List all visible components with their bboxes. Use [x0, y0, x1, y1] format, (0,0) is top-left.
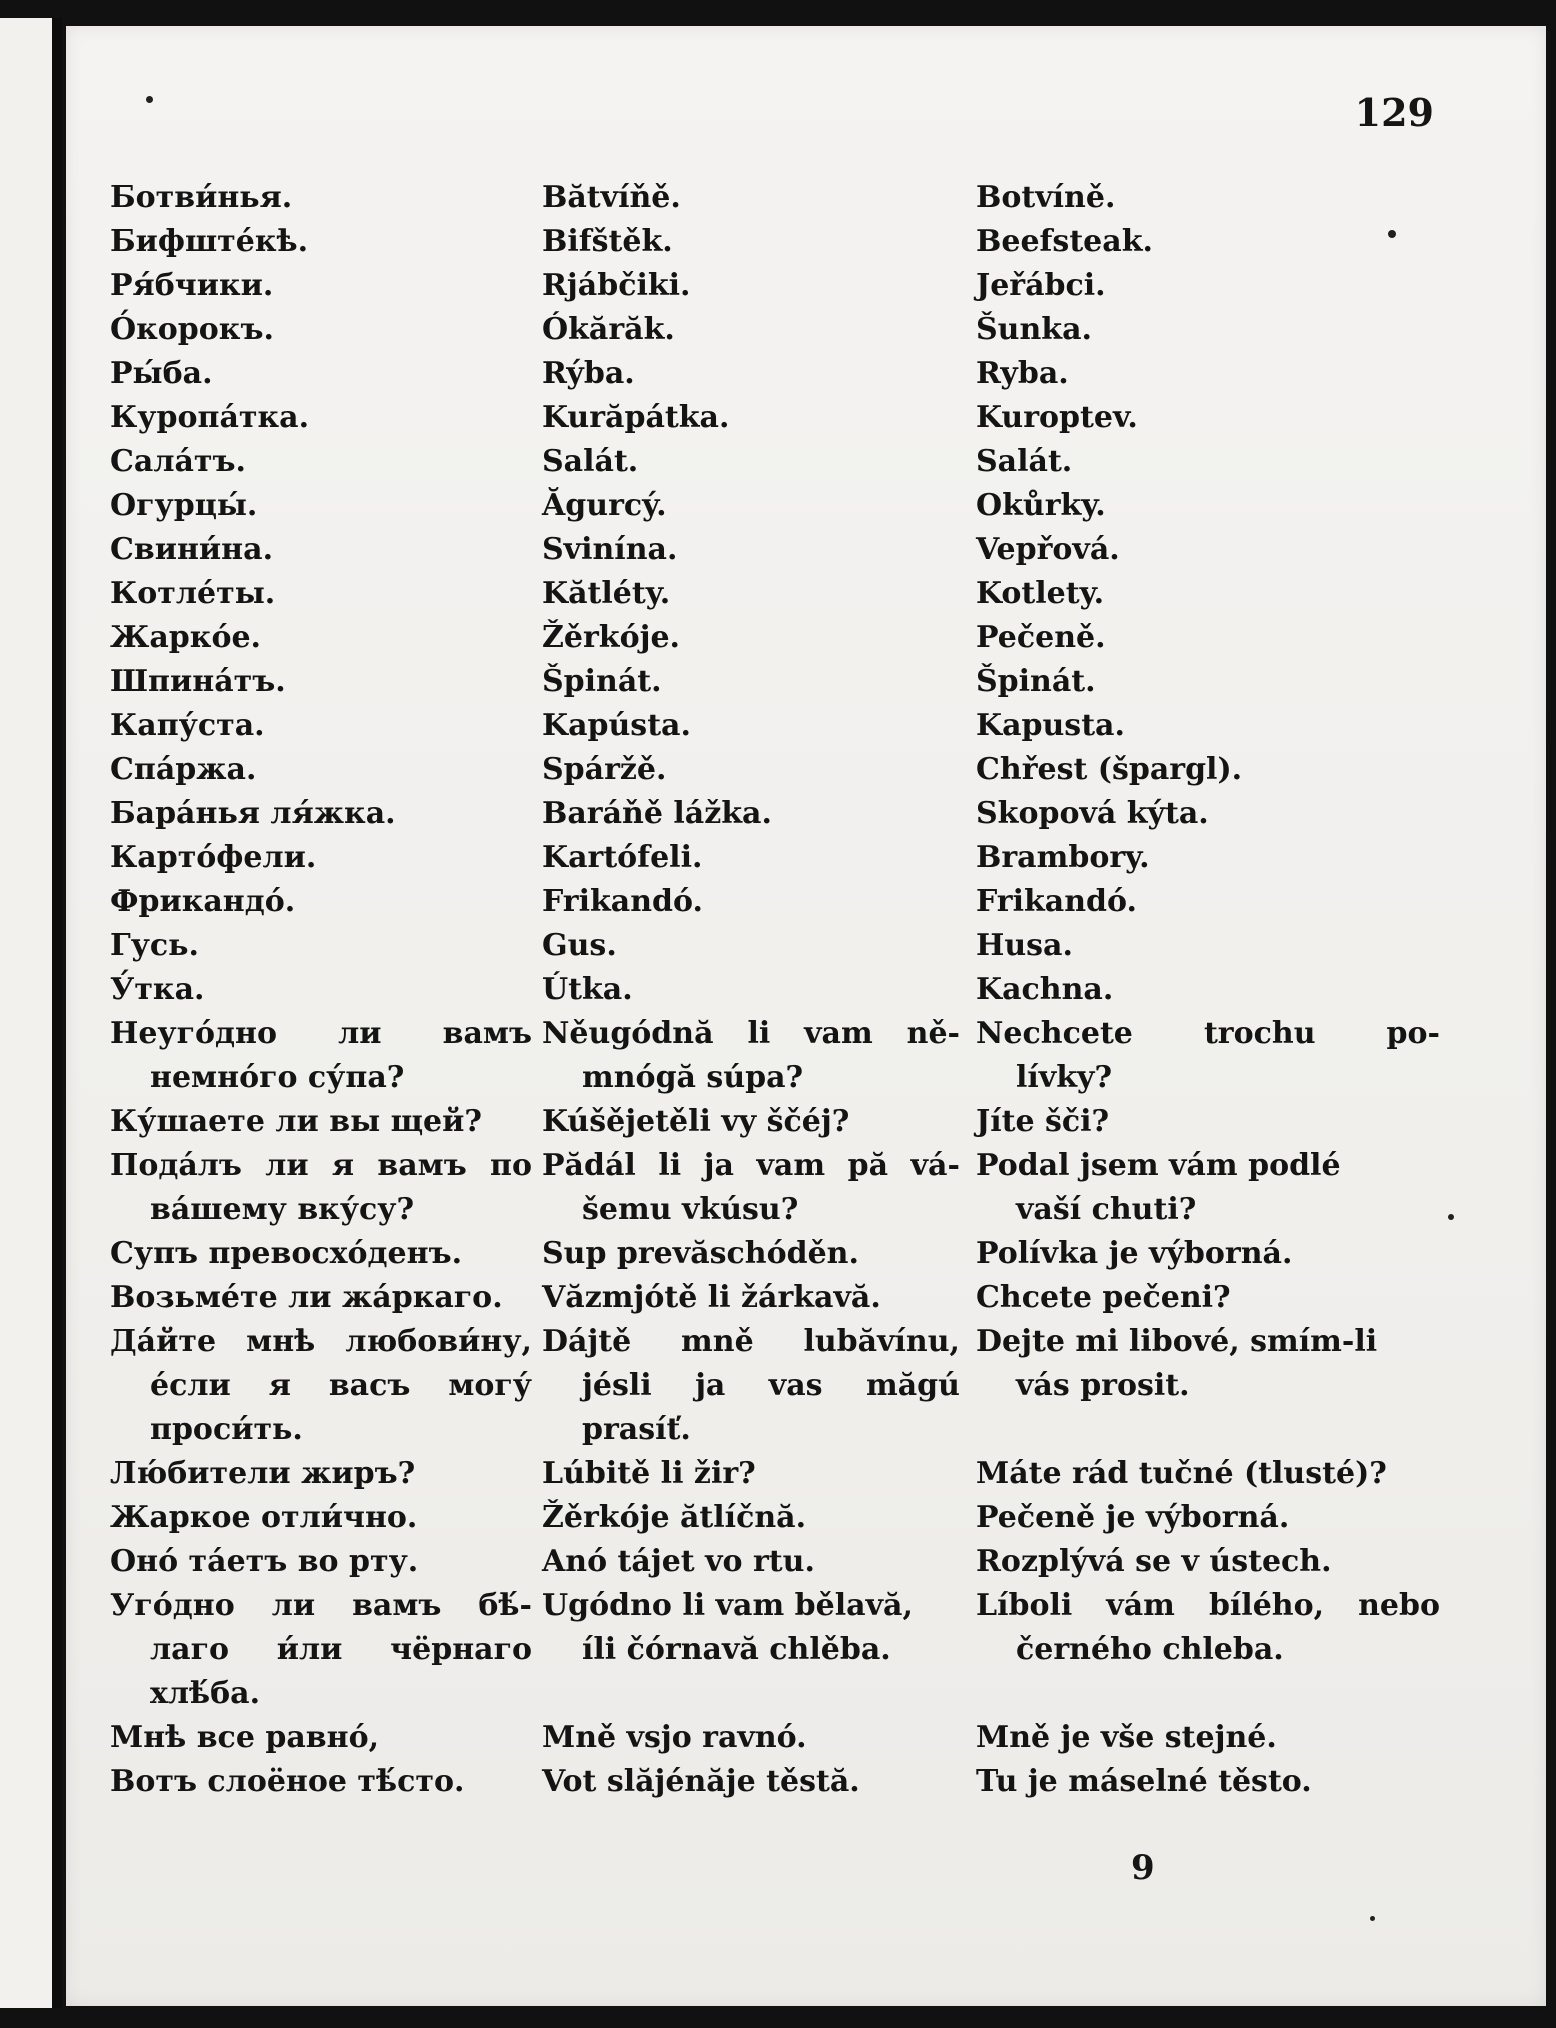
transliteration-line: Žěrkóje ătlíčnă.: [542, 1500, 807, 1535]
transliteration-line: Sup prevăschóděn.: [542, 1236, 859, 1271]
transliteration: [542, 1100, 976, 1144]
transliteration-line: Svinína.: [542, 532, 678, 567]
czech-translation-line: Špinát.: [976, 664, 1096, 699]
russian-phrase-line: Огурцы́.: [110, 488, 258, 523]
transliteration: [542, 792, 976, 836]
transliteration: [542, 352, 976, 396]
czech-translation: [976, 836, 1450, 880]
vocab-row: [110, 660, 1450, 704]
russian-phrase-line: Ры́ба.: [110, 356, 213, 391]
transliteration: [542, 1452, 976, 1496]
czech-translation: [976, 1760, 1450, 1804]
transliteration-line: Anó tájet vo rtu.: [542, 1544, 815, 1579]
vocab-row: [110, 528, 1450, 572]
transliteration-line: íli čórnavă chlěba.: [582, 1632, 891, 1667]
russian-phrase-line: проси́ть.: [150, 1412, 303, 1447]
czech-translation: [976, 264, 1450, 308]
russian-phrase-line: Ботви́нья.: [110, 180, 293, 215]
czech-translation: [976, 1320, 1450, 1408]
vocab-row: [110, 1540, 1450, 1584]
russian-phrase-line: Ря́бчики.: [110, 268, 274, 303]
russian-phrase-line: Шпина́тъ.: [110, 664, 286, 699]
transliteration: [542, 1584, 976, 1672]
vocab-row: [110, 792, 1450, 836]
transliteration-line: Špinát.: [542, 664, 662, 699]
transliteration-line: Dájtě mně lubăvínu,: [542, 1324, 960, 1359]
ink-speck: [1370, 1916, 1375, 1921]
transliteration: [542, 1320, 976, 1452]
czech-translation-line: Vepřová.: [976, 532, 1120, 567]
transliteration: [542, 1540, 976, 1584]
russian-phrase: [110, 1452, 542, 1496]
russian-phrase-line: Капу́ста.: [110, 708, 265, 743]
russian-phrase: [110, 924, 542, 968]
russian-phrase: [110, 748, 542, 792]
russian-phrase-line: Жаркое отли́чно.: [110, 1500, 418, 1535]
russian-phrase: [110, 1144, 542, 1232]
transliteration-line: Kurăpátka.: [542, 400, 730, 435]
czech-translation-line: Mně je vše stejné.: [976, 1720, 1277, 1755]
vocab-row: [110, 308, 1450, 352]
czech-translation-line: Chřest (špargl).: [976, 752, 1243, 787]
russian-phrase: [110, 616, 542, 660]
russian-phrase: [110, 836, 542, 880]
czech-translation: [976, 1100, 1450, 1144]
vocab-row: [110, 1760, 1450, 1804]
czech-translation-line: vaší chuti?: [1016, 1192, 1197, 1227]
czech-translation: [976, 924, 1450, 968]
russian-phrase-line: Жарко́е.: [110, 620, 261, 655]
transliteration-line: Bătvíňě.: [542, 180, 681, 215]
czech-translation-line: Ryba.: [976, 356, 1069, 391]
russian-phrase: [110, 440, 542, 484]
vocab-row: [110, 880, 1450, 924]
czech-translation-line: lívky?: [1016, 1060, 1113, 1095]
transliteration-line: Žěrkóje.: [542, 620, 680, 655]
transliteration: [542, 660, 976, 704]
transliteration-line: prasíť.: [582, 1412, 691, 1447]
czech-translation-line: Líboli vám bílého, nebo: [976, 1588, 1440, 1623]
previous-page-edge: [0, 18, 62, 2008]
czech-translation-line: Pečeně.: [976, 620, 1106, 655]
transliteration: [542, 308, 976, 352]
czech-translation-line: vás prosit.: [1016, 1368, 1190, 1403]
transliteration: [542, 396, 976, 440]
russian-phrase: [110, 1232, 542, 1276]
russian-phrase-line: Котле́ты.: [110, 576, 276, 611]
czech-translation-line: černého chleba.: [1016, 1632, 1284, 1667]
transliteration: [542, 440, 976, 484]
czech-translation: [976, 1232, 1450, 1276]
transliteration-line: Ókărăk.: [542, 312, 675, 347]
vocab-row: [110, 1716, 1450, 1760]
czech-translation-line: Rozplývá se v ústech.: [976, 1544, 1332, 1579]
russian-phrase: [110, 1496, 542, 1540]
russian-phrase: [110, 572, 542, 616]
russian-phrase: [110, 1584, 542, 1716]
transliteration-line: Kapústa.: [542, 708, 691, 743]
transliteration-line: Kartófeli.: [542, 840, 703, 875]
vocab-row: [110, 968, 1450, 1012]
russian-phrase-line: е́сли я васъ могу́: [150, 1368, 532, 1403]
vocab-row: [110, 1496, 1450, 1540]
russian-phrase-line: ва́шему вку́су?: [150, 1192, 415, 1227]
russian-phrase-line: Куропа́тка.: [110, 400, 310, 435]
russian-phrase: [110, 484, 542, 528]
transliteration-line: Něugódnă li vam ně-: [542, 1016, 960, 1051]
vocab-row: [110, 1012, 1450, 1100]
czech-translation: [976, 792, 1450, 836]
transliteration-line: Ugódno li vam bělavă,: [542, 1588, 913, 1623]
czech-translation: [976, 1144, 1450, 1232]
russian-phrase-line: хлѣ́ба.: [150, 1676, 261, 1711]
czech-translation: [976, 220, 1450, 264]
czech-translation-line: Pečeně je výborná.: [976, 1500, 1290, 1535]
transliteration: [542, 880, 976, 924]
czech-translation-line: Brambory.: [976, 840, 1150, 875]
czech-translation-line: Máte rád tučné (tlusté)?: [976, 1456, 1387, 1491]
czech-translation: [976, 748, 1450, 792]
czech-translation: [976, 1276, 1450, 1320]
vocab-row: [110, 1320, 1450, 1452]
czech-translation-line: Jeřábci.: [976, 268, 1106, 303]
vocabulary-table: [110, 176, 1450, 1804]
vocab-row: [110, 704, 1450, 748]
czech-translation-line: Jíte šči?: [976, 1104, 1110, 1139]
czech-translation-line: Tu je máselné těsto.: [976, 1764, 1312, 1799]
russian-phrase-line: Супъ превосхо́денъ.: [110, 1236, 463, 1271]
transliteration: [542, 220, 976, 264]
transliteration-line: Ăgurcý.: [542, 488, 667, 523]
czech-translation: [976, 176, 1450, 220]
transliteration-line: mnógă súpa?: [582, 1060, 804, 1095]
czech-translation: [976, 572, 1450, 616]
ink-speck: [146, 96, 153, 103]
russian-phrase-line: Лю́бители жиръ?: [110, 1456, 416, 1491]
transliteration: [542, 704, 976, 748]
transliteration-line: Útka.: [542, 972, 633, 1007]
vocab-row: [110, 616, 1450, 660]
transliteration-line: Pădál li ja vam pă vá-: [542, 1148, 960, 1183]
czech-translation-line: Podal jsem vám podlé: [976, 1148, 1341, 1183]
russian-phrase-line: О́корокъ.: [110, 312, 274, 347]
czech-translation: [976, 440, 1450, 484]
czech-translation: [976, 396, 1450, 440]
transliteration-line: Văzmjótě li žárkavă.: [542, 1280, 881, 1315]
book-page: [66, 26, 1546, 2006]
czech-translation: [976, 704, 1450, 748]
transliteration: [542, 528, 976, 572]
russian-phrase: [110, 1540, 542, 1584]
russian-phrase: [110, 528, 542, 572]
transliteration-line: Kúšějetěli vy ščéj?: [542, 1104, 850, 1139]
czech-translation-line: Chcete pečeni?: [976, 1280, 1231, 1315]
czech-translation-line: Kachna.: [976, 972, 1114, 1007]
russian-phrase: [110, 968, 542, 1012]
russian-phrase-line: Уго́дно ли вамъ бѣ́-: [110, 1588, 532, 1623]
czech-translation-line: Kuroptev.: [976, 400, 1138, 435]
transliteration: [542, 1496, 976, 1540]
czech-translation: [976, 660, 1450, 704]
czech-translation: [976, 308, 1450, 352]
russian-phrase-line: Возьме́те ли жа́ркаго.: [110, 1280, 503, 1315]
czech-translation-line: Skopová kýta.: [976, 796, 1209, 831]
czech-translation-line: Okůrky.: [976, 488, 1106, 523]
vocab-row: [110, 748, 1450, 792]
vocab-row: [110, 1584, 1450, 1716]
czech-translation: [976, 1540, 1450, 1584]
vocab-row: [110, 264, 1450, 308]
czech-translation-line: Salát.: [976, 444, 1073, 479]
czech-translation-line: Kotlety.: [976, 576, 1105, 611]
czech-translation: [976, 880, 1450, 924]
russian-phrase-line: Оно́ та́етъ во рту.: [110, 1544, 419, 1579]
transliteration: [542, 748, 976, 792]
transliteration-line: Spáržě.: [542, 752, 667, 787]
russian-phrase-line: Гусь.: [110, 928, 199, 963]
russian-phrase-line: Вотъ слоёное тѣ́сто.: [110, 1764, 465, 1799]
russian-phrase-line: Бифште́кѣ.: [110, 224, 309, 259]
transliteration: [542, 1232, 976, 1276]
russian-phrase: [110, 1012, 542, 1100]
vocab-row: [110, 396, 1450, 440]
russian-phrase-line: немно́го су́па?: [150, 1060, 405, 1095]
vocab-row: [110, 1452, 1450, 1496]
transliteration: [542, 1760, 976, 1804]
russian-phrase-line: Бара́нья ля́жка.: [110, 796, 396, 831]
vocab-row: [110, 1100, 1450, 1144]
vocab-row: [110, 1276, 1450, 1320]
czech-translation-line: Botvíně.: [976, 180, 1116, 215]
czech-translation: [976, 352, 1450, 396]
russian-phrase: [110, 176, 542, 220]
czech-translation: [976, 1496, 1450, 1540]
czech-translation: [976, 1012, 1450, 1100]
transliteration-line: Lúbitě li žir?: [542, 1456, 756, 1491]
russian-phrase-line: Пода́лъ ли я вамъ по: [110, 1148, 532, 1183]
czech-translation-line: Kapusta.: [976, 708, 1125, 743]
russian-phrase-line: Неуго́дно ли вамъ: [110, 1016, 532, 1051]
vocab-row: [110, 176, 1450, 220]
transliteration: [542, 968, 976, 1012]
czech-translation: [976, 968, 1450, 1012]
russian-phrase: [110, 1276, 542, 1320]
russian-phrase: [110, 220, 542, 264]
russian-phrase: [110, 660, 542, 704]
transliteration-line: Bifštěk.: [542, 224, 673, 259]
russian-phrase-line: Да́йте мнѣ любови́ну,: [110, 1324, 532, 1359]
czech-translation: [976, 1584, 1450, 1672]
czech-translation: [976, 1452, 1450, 1496]
russian-phrase-line: Спа́ржа.: [110, 752, 257, 787]
transliteration-line: Frikandó.: [542, 884, 703, 919]
czech-translation: [976, 528, 1450, 572]
russian-phrase: [110, 1716, 542, 1760]
russian-phrase: [110, 396, 542, 440]
russian-phrase: [110, 308, 542, 352]
transliteration: [542, 264, 976, 308]
czech-translation-line: Polívka je výborná.: [976, 1236, 1293, 1271]
russian-phrase: [110, 1100, 542, 1144]
transliteration-line: šemu vkúsu?: [582, 1192, 799, 1227]
russian-phrase: [110, 880, 542, 924]
czech-translation-line: Nechcete trochu po-: [976, 1016, 1440, 1051]
russian-phrase: [110, 264, 542, 308]
czech-translation-line: Frikandó.: [976, 884, 1137, 919]
transliteration-line: jésli ja vas măgú: [582, 1368, 960, 1403]
vocab-row: [110, 1144, 1450, 1232]
vocab-row: [110, 352, 1450, 396]
russian-phrase-line: Мнѣ все равно́,: [110, 1720, 380, 1755]
vocab-row: [110, 440, 1450, 484]
russian-phrase: [110, 352, 542, 396]
czech-translation-line: Husa.: [976, 928, 1073, 963]
russian-phrase-line: лаго и́ли чёрнаго: [150, 1632, 532, 1667]
russian-phrase: [110, 1760, 542, 1804]
russian-phrase: [110, 792, 542, 836]
russian-phrase-line: Фрикандо́.: [110, 884, 296, 919]
page-number: 129: [1354, 90, 1434, 135]
vocab-row: [110, 220, 1450, 264]
transliteration-line: Rýba.: [542, 356, 635, 391]
czech-translation-line: Dejte mi libové, smím-li: [976, 1324, 1378, 1359]
czech-translation: [976, 484, 1450, 528]
transliteration-line: Baráňě lážka.: [542, 796, 772, 831]
transliteration-line: Kătléty.: [542, 576, 671, 611]
transliteration: [542, 572, 976, 616]
czech-translation: [976, 616, 1450, 660]
transliteration-line: Rjábčiki.: [542, 268, 691, 303]
vocab-row: [110, 1232, 1450, 1276]
vocab-row: [110, 836, 1450, 880]
transliteration: [542, 924, 976, 968]
sheet-signature-number: 9: [1131, 1848, 1155, 1888]
transliteration: [542, 1716, 976, 1760]
vocab-row: [110, 572, 1450, 616]
russian-phrase-line: Свини́на.: [110, 532, 274, 567]
czech-translation-line: Šunka.: [976, 312, 1092, 347]
russian-phrase: [110, 1320, 542, 1452]
russian-phrase-line: Ку́шаете ли вы щей?: [110, 1104, 482, 1139]
russian-phrase-line: Сала́тъ.: [110, 444, 246, 479]
transliteration-line: Vot slăjénăje těstă.: [542, 1764, 860, 1799]
russian-phrase-line: У́тка.: [110, 972, 205, 1007]
vocab-row: [110, 924, 1450, 968]
transliteration: [542, 484, 976, 528]
transliteration: [542, 616, 976, 660]
transliteration: [542, 176, 976, 220]
russian-phrase: [110, 704, 542, 748]
transliteration: [542, 1276, 976, 1320]
transliteration: [542, 1144, 976, 1232]
czech-translation-line: Beefsteak.: [976, 224, 1153, 259]
transliteration-line: Mně vsjo ravnó.: [542, 1720, 807, 1755]
transliteration: [542, 1012, 976, 1100]
transliteration-line: Gus.: [542, 928, 617, 963]
russian-phrase-line: Карто́фели.: [110, 840, 317, 875]
vocab-row: [110, 484, 1450, 528]
transliteration-line: Salát.: [542, 444, 639, 479]
transliteration: [542, 836, 976, 880]
czech-translation: [976, 1716, 1450, 1760]
